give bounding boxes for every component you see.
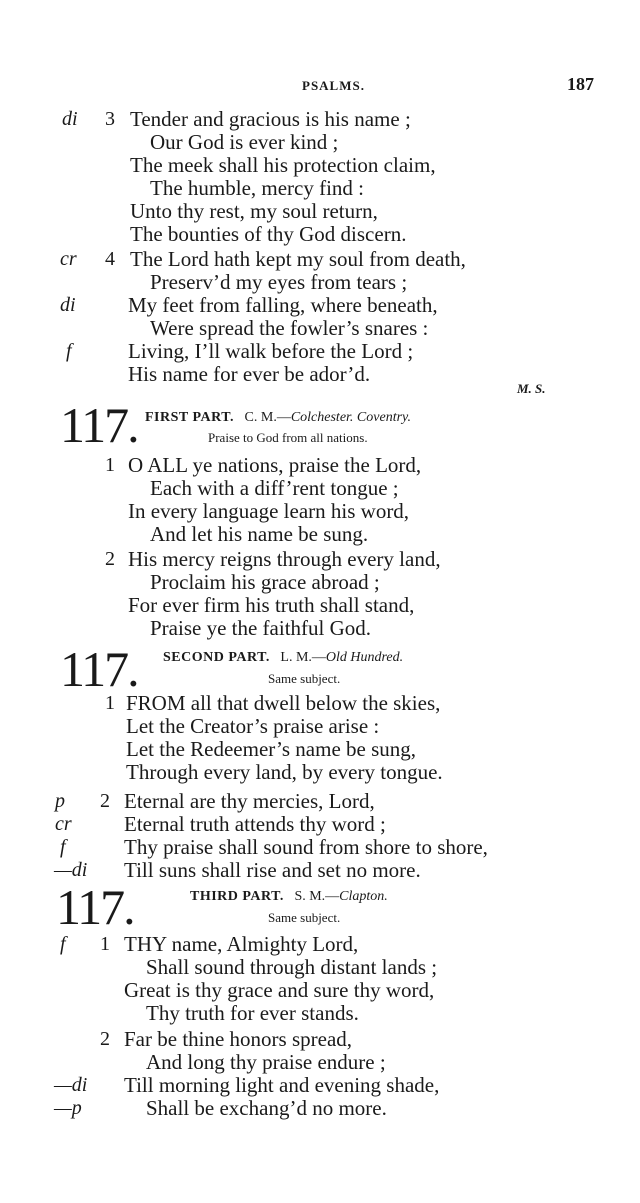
verse-line: My feet from falling, where beneath,	[128, 293, 438, 317]
verse-line: For ever firm his truth shall stand,	[128, 593, 415, 617]
verse-line: Thy praise shall sound from shore to shore,	[124, 835, 488, 859]
verse-number: 3	[105, 108, 115, 130]
verse-line: Eternal are thy mercies, Lord,	[124, 789, 375, 813]
running-header: PSALMS.	[302, 78, 365, 93]
verse-number: 2	[100, 790, 110, 812]
dynamic-mark: —p	[54, 1097, 82, 1119]
verse-line: And long thy praise endure ;	[146, 1050, 386, 1074]
verse-number: 1	[100, 933, 110, 955]
verse-line: Our God is ever kind ;	[150, 130, 339, 154]
verse-line: Were spread the fowler’s snares :	[150, 316, 429, 340]
dynamic-mark: di	[62, 108, 78, 130]
hymn-part: FIRST PART.	[145, 410, 235, 425]
page-number: 187	[567, 74, 594, 94]
hymn-number: 117.	[60, 641, 138, 697]
verse-line: Great is thy grace and sure thy word,	[124, 978, 435, 1002]
verse-line: Eternal truth attends thy word ;	[124, 812, 386, 836]
hymn-heading	[145, 410, 411, 426]
hymn-heading	[190, 889, 388, 905]
verse-line: Far be thine honors spread,	[124, 1027, 353, 1051]
dynamic-mark: —di	[54, 1074, 88, 1096]
dynamic-mark: di	[60, 294, 76, 316]
hymn-heading	[163, 650, 403, 666]
verse-line: Proclaim his grace abroad ;	[150, 570, 380, 594]
hymn-tunes: Clapton.	[339, 889, 388, 904]
hymn-tunes: Colchester. Coventry.	[290, 410, 411, 425]
verse-line: The bounties of thy God discern.	[130, 222, 407, 246]
hymn-subtitle: Praise to God from all nations.	[208, 430, 368, 445]
dynamic-mark: cr	[60, 248, 77, 270]
author-signature: M. S.	[517, 381, 546, 396]
verse-number: 4	[105, 248, 115, 270]
verse-line: The Lord hath kept my soul from death,	[130, 247, 466, 271]
verse-line: Through every land, by every tongue.	[126, 760, 443, 784]
hymn-part: THIRD PART.	[190, 889, 284, 904]
hymn-subtitle: Same subject.	[268, 910, 341, 925]
hymn-subtitle: Same subject.	[268, 671, 341, 686]
dynamic-mark: —di	[54, 859, 88, 881]
verse-line: Living, I’ll walk before the Lord ;	[128, 339, 414, 363]
verse-line: Till morning light and evening shade,	[124, 1073, 440, 1097]
verse-number: 2	[100, 1028, 110, 1050]
verse-line: Let the Redeemer’s name be sung,	[126, 737, 417, 761]
hymn-number: 117.	[56, 879, 134, 935]
dynamic-mark: f	[60, 836, 66, 858]
verse-line: Shall be exchang’d no more.	[146, 1096, 387, 1120]
dynamic-mark: f	[60, 933, 66, 955]
verse-line: Each with a diff’rent tongue ;	[150, 476, 399, 500]
verse-line: In every language learn his word,	[128, 499, 410, 523]
dynamic-mark: cr	[55, 813, 72, 835]
verse-number: 1	[105, 692, 115, 714]
verse-line: Tender and gracious is his name ;	[130, 107, 411, 131]
hymn-meter: L. M.—	[280, 650, 326, 665]
dynamic-mark: p	[55, 790, 65, 812]
verse-line: His mercy reigns through every land,	[128, 547, 441, 571]
hymn-meter: C. M.—	[244, 410, 291, 425]
verse-number: 1	[105, 454, 115, 476]
hymn-meter: S. M.—	[294, 889, 340, 904]
verse-line: And let his name be sung.	[150, 522, 369, 546]
dynamic-mark: f	[66, 340, 72, 362]
verse-line: Praise ye the faithful God.	[150, 616, 372, 640]
verse-line: THY name, Almighty Lord,	[124, 932, 359, 956]
verse-line: Thy truth for ever stands.	[146, 1001, 359, 1025]
verse-line: Till suns shall rise and set no more.	[124, 858, 421, 882]
verse-line: The meek shall his protection claim,	[130, 153, 436, 177]
verse-line: Shall sound through distant lands ;	[146, 955, 438, 979]
hymn-number: 117.	[60, 397, 138, 453]
verse-line: FROM all that dwell below the skies,	[126, 691, 441, 715]
verse-line: Preserv’d my eyes from tears ;	[150, 270, 408, 294]
hymn-part: SECOND PART.	[163, 650, 270, 665]
hymn-tunes: Old Hundred.	[325, 650, 404, 665]
verse-line: O ALL ye nations, praise the Lord,	[128, 453, 422, 477]
verse-line: Let the Creator’s praise arise :	[126, 714, 380, 738]
verse-line: The humble, mercy find :	[150, 176, 365, 200]
verse-number: 2	[105, 548, 115, 570]
verse-line: His name for ever be ador’d.	[128, 362, 371, 386]
verse-line: Unto thy rest, my soul return,	[130, 199, 378, 223]
